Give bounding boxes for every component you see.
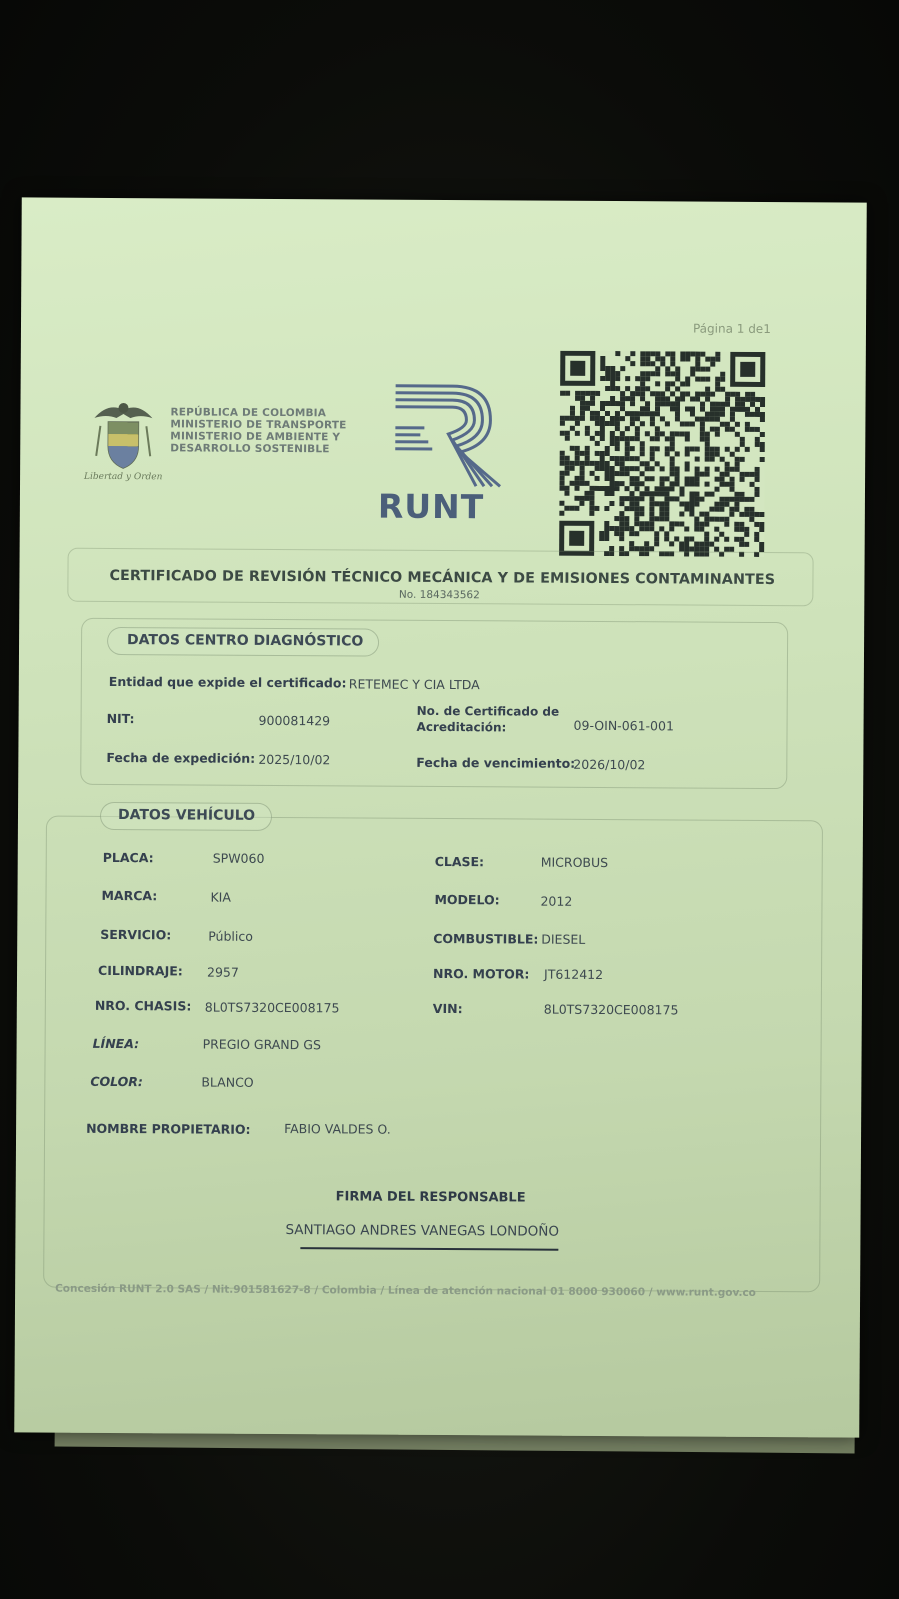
vehicle-section-title: DATOS VEHÍCULO bbox=[117, 807, 256, 824]
color-value: BLANCO bbox=[201, 1074, 254, 1090]
accreditation-value: 09-OIN-061-001 bbox=[573, 717, 675, 734]
cilindraje-label: CILINDRAJE: bbox=[98, 962, 183, 979]
runt-r-logo-icon bbox=[390, 380, 506, 491]
center-section-title: DATOS CENTRO DIAGNÓSTICO bbox=[127, 632, 364, 650]
nit-label: NIT: bbox=[106, 710, 135, 727]
certificate-number: No. 184343562 bbox=[398, 588, 480, 602]
gov-line-1: REPÚBLICA DE COLOMBIA bbox=[170, 406, 327, 420]
chasis-value: 8L0TS7320CE008175 bbox=[204, 999, 340, 1016]
qr-code-icon bbox=[557, 351, 768, 557]
issue-date-value: 2025/10/02 bbox=[258, 751, 331, 768]
footer-text: Concesión RUNT 2.0 SAS / Nit.901581627-8 / Colombia / Línea de atención nacional 01 8000 930060 / www.runt.gov.co bbox=[55, 1282, 756, 1299]
chasis-label: NRO. CHASIS: bbox=[94, 997, 192, 1014]
page-number: Página 1 de1 bbox=[692, 321, 771, 337]
nit-value: 900081429 bbox=[258, 712, 331, 729]
vin-label: VIN: bbox=[432, 1000, 463, 1017]
gov-line-3: MINISTERIO DE AMBIENTE Y bbox=[170, 430, 341, 444]
owner-label: NOMBRE PROPIETARIO: bbox=[86, 1120, 251, 1137]
certificate-title: CERTIFICADO DE REVISIÓN TÉCNICO MECÁNICA Y DE EMISIONES CONTAMINANTES bbox=[109, 567, 776, 589]
government-header bbox=[170, 406, 346, 455]
accreditation-label-line-1: No. de Certificado de bbox=[416, 703, 560, 719]
motto-text: Libertad y Orden bbox=[84, 471, 163, 483]
accreditation-label bbox=[417, 703, 560, 736]
signature-title: FIRMA DEL RESPONSABLE bbox=[335, 1189, 526, 1206]
placa-label: PLACA: bbox=[102, 849, 154, 866]
marca-value: KIA bbox=[210, 889, 231, 905]
expiry-date-label: Fecha de vencimiento: bbox=[416, 754, 576, 771]
runt-wordmark: RUNT bbox=[377, 486, 485, 527]
color-label: COLOR: bbox=[90, 1073, 144, 1090]
entity-label: Entidad que expide el certificado: bbox=[108, 673, 347, 691]
cilindraje-value: 2957 bbox=[207, 964, 239, 980]
gov-line-4: DESARROLLO SOSTENIBLE bbox=[170, 442, 330, 456]
combustible-value: DIESEL bbox=[541, 931, 586, 947]
linea-value: PREGIO GRAND GS bbox=[202, 1036, 321, 1053]
expiry-date-value: 2026/10/02 bbox=[573, 756, 646, 773]
clase-value: MICROBUS bbox=[540, 854, 609, 871]
vin-value: 8L0TS7320CE008175 bbox=[543, 1001, 679, 1018]
certificate-page bbox=[14, 197, 867, 1437]
colombia-coat-of-arms-icon bbox=[90, 396, 156, 474]
combustible-label: COMBUSTIBLE: bbox=[433, 930, 539, 947]
issue-date-label: Fecha de expedición: bbox=[106, 749, 256, 766]
linea-label: LÍNEA: bbox=[92, 1035, 140, 1052]
modelo-label: MODELO: bbox=[434, 891, 500, 908]
servicio-value: Público bbox=[208, 928, 253, 944]
accreditation-label-line-2: Acreditación: bbox=[416, 719, 507, 735]
motor-label: NRO. MOTOR: bbox=[433, 965, 530, 982]
modelo-value: 2012 bbox=[540, 893, 573, 909]
motor-value: JT612412 bbox=[543, 966, 604, 982]
clase-label: CLASE: bbox=[434, 853, 485, 870]
entity-value: RETEMEC Y CIA LTDA bbox=[348, 676, 480, 693]
servicio-label: SERVICIO: bbox=[100, 926, 172, 943]
vehicle-section-frame bbox=[43, 816, 823, 1293]
owner-value: FABIO VALDES O. bbox=[284, 1121, 391, 1137]
gov-line-2: MINISTERIO DE TRANSPORTE bbox=[170, 418, 347, 432]
placa-value: SPW060 bbox=[212, 850, 265, 866]
signature-name: SANTIAGO ANDRES VANEGAS LONDOÑO bbox=[285, 1222, 560, 1240]
marca-label: MARCA: bbox=[101, 887, 158, 904]
